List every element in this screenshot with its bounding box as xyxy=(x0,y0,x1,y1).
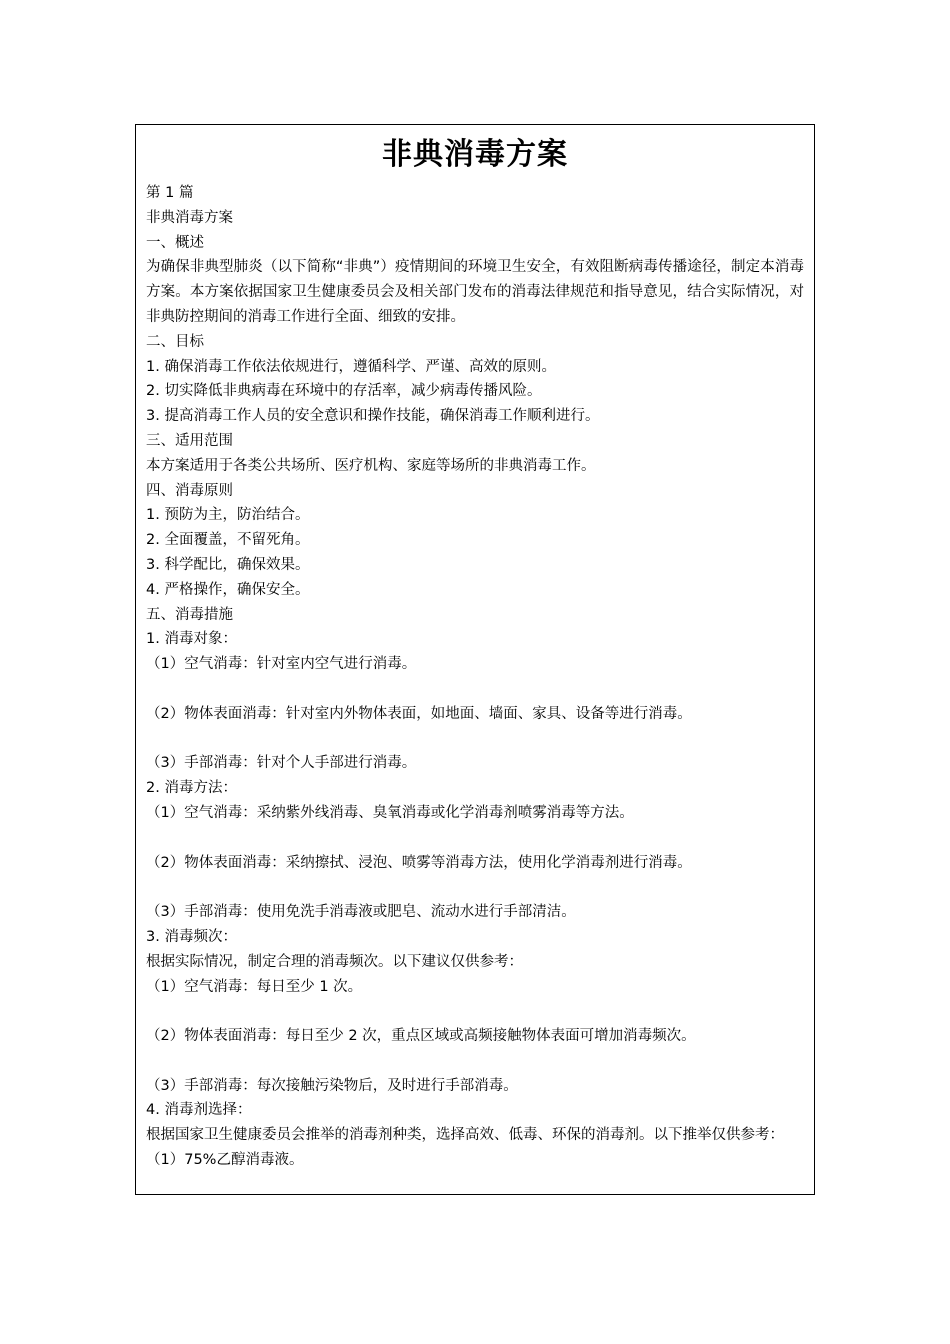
text-line: 1. 预防为主，防治结合。 xyxy=(146,507,310,524)
text-line: 第 1 篇 xyxy=(146,185,194,201)
text-line: （3）手部消毒：使用免洗手消毒液或肥皂、流动水进行手部清洁。 xyxy=(146,904,576,921)
text-line: 1. 消毒对象： xyxy=(146,631,237,648)
text-line: 二、目标 xyxy=(146,333,204,350)
paragraph: 为确保非典型肺炎（以下简称“非典”）疫情期间的环境卫生安全，有效阻断病毒传播途径，制定本消毒方案。本方案依据国家卫生健康委员会及相关部门发布的消毒法律规范和指导意见，结合实际情况，对非典防控期间的消毒工作进行全面、细致的安排。 xyxy=(146,259,804,325)
text-line: 四、消毒原则 xyxy=(146,482,233,499)
text-line: （1）75%乙醇消毒液。 xyxy=(146,1152,304,1169)
text-line: （1）空气消毒：采纳紫外线消毒、臭氧消毒或化学消毒剂喷雾消毒等方法。 xyxy=(146,804,634,821)
document-title: 非典消毒方案 xyxy=(382,137,568,172)
text-line: 三、适用范围 xyxy=(146,432,233,449)
text-line: 3. 科学配比，确保效果。 xyxy=(146,556,310,573)
blank-line xyxy=(146,999,804,1024)
text-line: 根据实际情况，制定合理的消毒频次。以下建议仅供参考： xyxy=(146,953,523,970)
document-frame xyxy=(135,124,815,1195)
text-line: （3）手部消毒：每次接触污染物后，及时进行手部消毒。 xyxy=(146,1077,518,1094)
text-line: （3）手部消毒：针对个人手部进行消毒。 xyxy=(146,755,417,772)
text-line: 非典消毒方案 xyxy=(146,209,233,226)
text-line: （1）空气消毒：针对室内空气进行消毒。 xyxy=(146,656,417,673)
text-line: （1）空气消毒：每日至少 1 次。 xyxy=(146,978,363,995)
text-line: 2. 切实降低非典病毒在环境中的存活率，减少病毒传播风险。 xyxy=(146,383,542,400)
text-line: 2. 全面覆盖，不留死角。 xyxy=(146,532,310,549)
text-line: 4. 严格操作，确保安全。 xyxy=(146,581,310,598)
text-line: 4. 消毒剂选择： xyxy=(146,1102,252,1119)
blank-line xyxy=(146,875,804,900)
paragraph: 根据国家卫生健康委员会推举的消毒剂种类，选择高效、低毒、环保的消毒剂。以下推举仅供参考： xyxy=(146,1127,784,1144)
text-line: 3. 消毒频次： xyxy=(146,928,237,945)
text-line: 五、消毒措施 xyxy=(146,606,233,623)
text-line: 本方案适用于各类公共场所、医疗机构、家庭等场所的非典消毒工作。 xyxy=(146,457,596,474)
text-line: 2. 消毒方法： xyxy=(146,780,237,797)
document-body xyxy=(136,181,814,1173)
text-line: 3. 提高消毒工作人员的安全意识和操作技能，确保消毒工作顺利进行。 xyxy=(146,408,600,425)
blank-line xyxy=(146,826,804,851)
blank-line xyxy=(146,677,804,702)
text-line: 1. 确保消毒工作依法依规进行，遵循科学、严谨、高效的原则。 xyxy=(146,358,556,375)
text-line: （2）物体表面消毒：采纳擦拭、浸泡、喷雾等消毒方法，使用化学消毒剂进行消毒。 xyxy=(146,854,692,871)
text-line: （2）物体表面消毒：针对室内外物体表面，如地面、墙面、家具、设备等进行消毒。 xyxy=(146,705,692,722)
text-line: （2）物体表面消毒：每日至少 2 次，重点区域或高频接触物体表面可增加消毒频次。 xyxy=(146,1028,696,1045)
text-line: 一、概述 xyxy=(146,234,204,251)
blank-line xyxy=(146,1049,804,1074)
blank-line xyxy=(146,727,804,752)
